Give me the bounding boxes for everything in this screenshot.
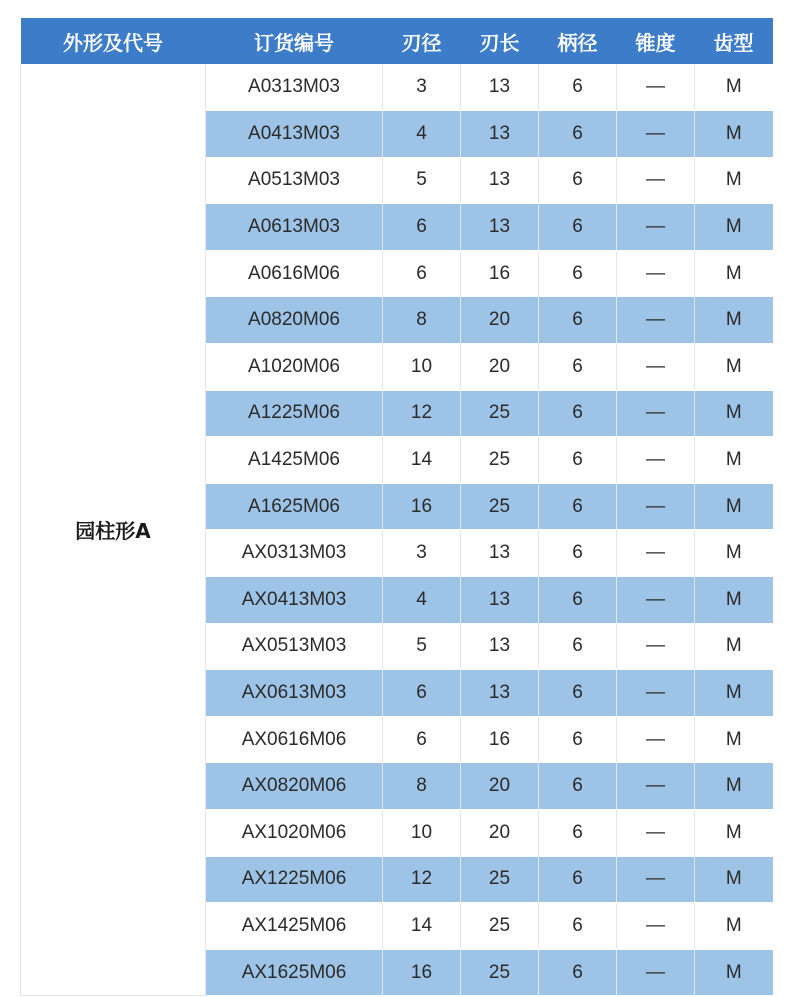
cell-tooth-type: M	[695, 716, 773, 763]
cell-tooth-type: M	[695, 204, 773, 251]
cell-shank-diameter: 6	[539, 763, 617, 810]
cell-shank-diameter: 6	[539, 344, 617, 391]
cell-tooth-type: M	[695, 810, 773, 857]
cell-shank-diameter: 6	[539, 949, 617, 996]
cell-order-code: A1625M06	[206, 483, 383, 530]
cell-taper: —	[617, 623, 695, 670]
cell-blade-diameter: 10	[383, 810, 461, 857]
cell-blade-diameter: 12	[383, 856, 461, 903]
cell-tooth-type: M	[695, 530, 773, 577]
cell-tooth-type: M	[695, 157, 773, 204]
cell-tooth-type: M	[695, 949, 773, 996]
cell-order-code: AX0613M03	[206, 670, 383, 717]
cell-shank-diameter: 6	[539, 577, 617, 624]
cell-blade-length: 13	[461, 530, 539, 577]
cell-taper: —	[617, 716, 695, 763]
cell-blade-length: 25	[461, 949, 539, 996]
cell-taper: —	[617, 577, 695, 624]
cell-blade-length: 20	[461, 810, 539, 857]
cell-blade-diameter: 5	[383, 157, 461, 204]
cell-blade-diameter: 6	[383, 204, 461, 251]
cell-order-code: A0513M03	[206, 157, 383, 204]
cell-blade-length: 25	[461, 483, 539, 530]
cell-taper: —	[617, 437, 695, 484]
cell-order-code: A1225M06	[206, 390, 383, 437]
cell-blade-diameter: 12	[383, 390, 461, 437]
cell-blade-diameter: 6	[383, 250, 461, 297]
cell-taper: —	[617, 903, 695, 950]
header-blade-length: 刃长	[461, 18, 539, 64]
cell-taper: —	[617, 250, 695, 297]
cell-tooth-type: M	[695, 763, 773, 810]
cell-blade-length: 25	[461, 437, 539, 484]
cell-blade-diameter: 4	[383, 111, 461, 158]
cell-blade-diameter: 6	[383, 716, 461, 763]
cell-shank-diameter: 6	[539, 623, 617, 670]
cell-order-code: A1020M06	[206, 344, 383, 391]
cell-order-code: AX0413M03	[206, 577, 383, 624]
cell-order-code: AX0820M06	[206, 763, 383, 810]
cell-blade-length: 20	[461, 344, 539, 391]
cell-tooth-type: M	[695, 483, 773, 530]
cell-blade-diameter: 16	[383, 483, 461, 530]
cell-taper: —	[617, 64, 695, 111]
cell-shank-diameter: 6	[539, 903, 617, 950]
cell-tooth-type: M	[695, 856, 773, 903]
cell-shank-diameter: 6	[539, 390, 617, 437]
cell-shank-diameter: 6	[539, 204, 617, 251]
cell-blade-diameter: 8	[383, 763, 461, 810]
cell-taper: —	[617, 344, 695, 391]
header-blade-diameter: 刃径	[383, 18, 461, 64]
cell-tooth-type: M	[695, 111, 773, 158]
cell-order-code: A0616M06	[206, 250, 383, 297]
cell-blade-diameter: 3	[383, 64, 461, 111]
cell-tooth-type: M	[695, 577, 773, 624]
cell-blade-diameter: 5	[383, 623, 461, 670]
cell-shank-diameter: 6	[539, 250, 617, 297]
cell-blade-diameter: 6	[383, 670, 461, 717]
cell-blade-diameter: 14	[383, 437, 461, 484]
cell-blade-diameter: 16	[383, 949, 461, 996]
header-taper: 锥度	[617, 18, 695, 64]
cell-blade-length: 16	[461, 250, 539, 297]
cell-taper: —	[617, 204, 695, 251]
cell-blade-length: 13	[461, 577, 539, 624]
cell-shank-diameter: 6	[539, 483, 617, 530]
cell-shank-diameter: 6	[539, 856, 617, 903]
cell-shank-diameter: 6	[539, 297, 617, 344]
cell-shank-diameter: 6	[539, 111, 617, 158]
cell-tooth-type: M	[695, 390, 773, 437]
cell-taper: —	[617, 763, 695, 810]
cell-taper: —	[617, 670, 695, 717]
cell-taper: —	[617, 111, 695, 158]
cell-taper: —	[617, 530, 695, 577]
header-tooth-type: 齿型	[695, 18, 773, 64]
cell-blade-diameter: 10	[383, 344, 461, 391]
cell-blade-diameter: 3	[383, 530, 461, 577]
cell-blade-length: 16	[461, 716, 539, 763]
shape-label-cell: 园柱形A	[21, 64, 206, 996]
cell-taper: —	[617, 483, 695, 530]
cell-blade-length: 13	[461, 157, 539, 204]
cell-order-code: A1425M06	[206, 437, 383, 484]
cell-order-code: A0413M03	[206, 111, 383, 158]
cell-taper: —	[617, 856, 695, 903]
cell-blade-diameter: 4	[383, 577, 461, 624]
header-shape: 外形及代号	[21, 18, 206, 64]
cell-blade-length: 20	[461, 763, 539, 810]
cell-blade-diameter: 14	[383, 903, 461, 950]
cell-blade-length: 25	[461, 856, 539, 903]
cell-blade-diameter: 8	[383, 297, 461, 344]
cell-order-code: AX0616M06	[206, 716, 383, 763]
cell-tooth-type: M	[695, 297, 773, 344]
cell-order-code: AX1020M06	[206, 810, 383, 857]
header-row	[21, 18, 773, 64]
spec-table	[20, 18, 773, 996]
cell-tooth-type: M	[695, 64, 773, 111]
table-header	[21, 18, 773, 64]
header-order-code: 订货编号	[206, 18, 383, 64]
cell-tooth-type: M	[695, 670, 773, 717]
cell-blade-length: 20	[461, 297, 539, 344]
cell-tooth-type: M	[695, 437, 773, 484]
cell-shank-diameter: 6	[539, 157, 617, 204]
table-body	[21, 64, 773, 996]
cell-blade-length: 13	[461, 204, 539, 251]
cell-order-code: AX0313M03	[206, 530, 383, 577]
cell-blade-length: 25	[461, 903, 539, 950]
cell-shank-diameter: 6	[539, 670, 617, 717]
cell-blade-length: 25	[461, 390, 539, 437]
cell-order-code: A0613M03	[206, 204, 383, 251]
cell-tooth-type: M	[695, 344, 773, 391]
cell-shank-diameter: 6	[539, 64, 617, 111]
cell-order-code: AX1225M06	[206, 856, 383, 903]
cell-taper: —	[617, 297, 695, 344]
cell-order-code: A0313M03	[206, 64, 383, 111]
cell-order-code: A0820M06	[206, 297, 383, 344]
cell-blade-length: 13	[461, 111, 539, 158]
cell-blade-length: 13	[461, 623, 539, 670]
cell-order-code: AX1625M06	[206, 949, 383, 996]
cell-shank-diameter: 6	[539, 716, 617, 763]
cell-taper: —	[617, 949, 695, 996]
cell-blade-length: 13	[461, 64, 539, 111]
cell-order-code: AX0513M03	[206, 623, 383, 670]
cell-taper: —	[617, 810, 695, 857]
table-row	[21, 64, 773, 111]
header-shank-diameter: 柄径	[539, 18, 617, 64]
cell-shank-diameter: 6	[539, 530, 617, 577]
cell-tooth-type: M	[695, 903, 773, 950]
cell-order-code: AX1425M06	[206, 903, 383, 950]
cell-shank-diameter: 6	[539, 437, 617, 484]
cell-taper: —	[617, 157, 695, 204]
cell-blade-length: 13	[461, 670, 539, 717]
cell-shank-diameter: 6	[539, 810, 617, 857]
cell-tooth-type: M	[695, 623, 773, 670]
cell-tooth-type: M	[695, 250, 773, 297]
cell-taper: —	[617, 390, 695, 437]
